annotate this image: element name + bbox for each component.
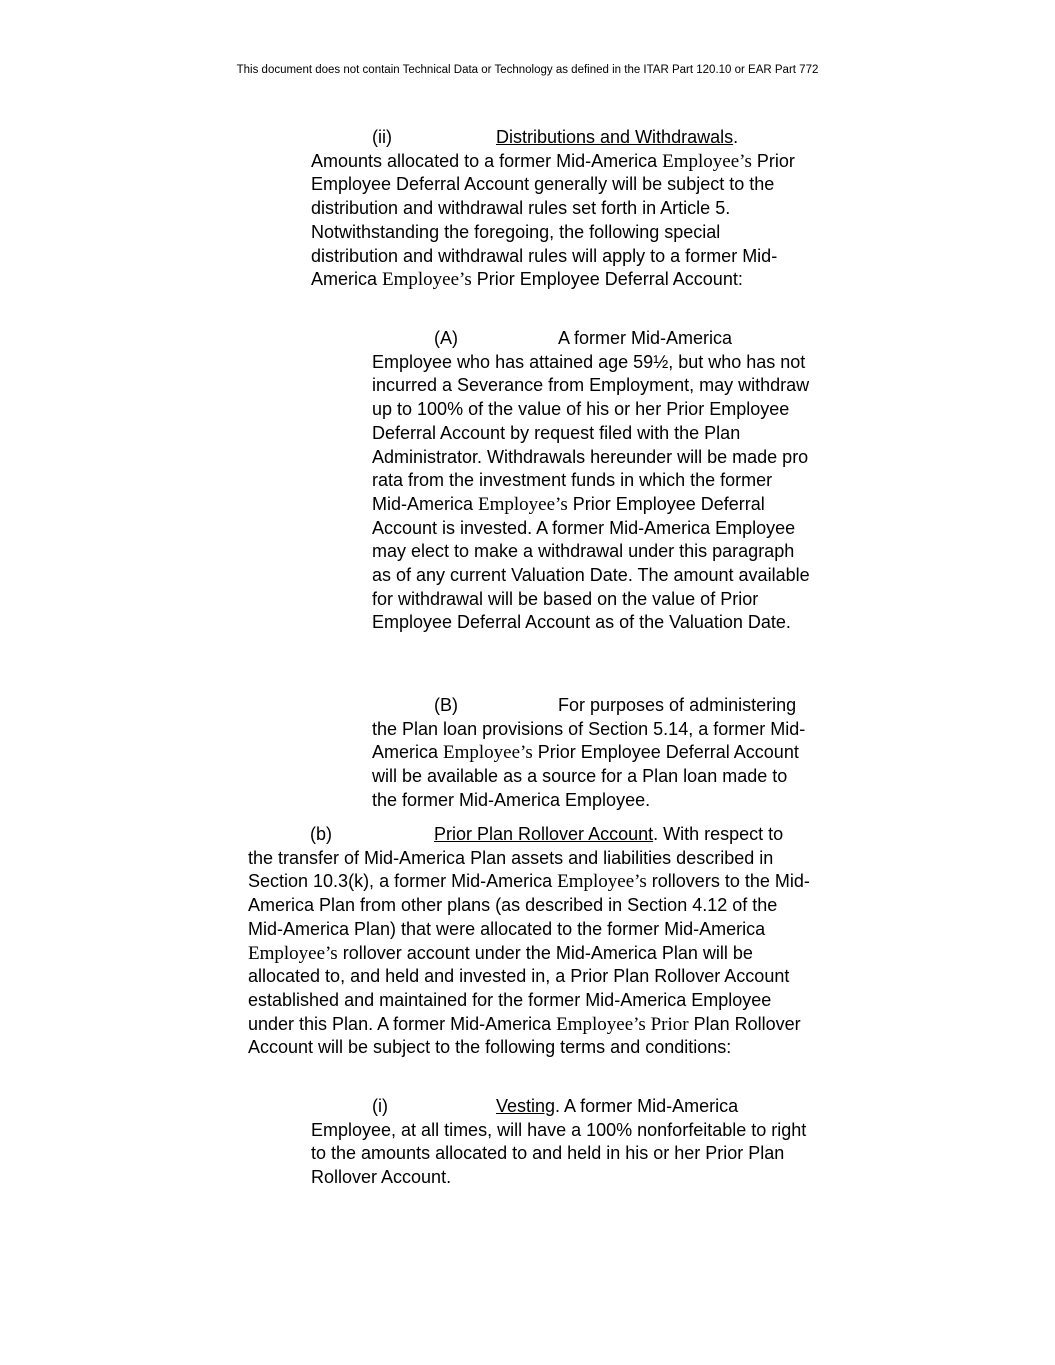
paragraph-text: For purposes of administering the Plan loan provisions of Section 5.14, a former Mid-America xyxy=(372,695,806,763)
paragraph-text: Prior Employee Deferral Account will be available as a source for a Plan loan made to the former Mid-America Employee. xyxy=(372,742,799,810)
paragraph-label: (ii) xyxy=(372,127,392,147)
paragraph-prior-plan-rollover xyxy=(248,823,813,1060)
paragraph-text-serif: Employee’s xyxy=(478,493,568,515)
paragraph-text-serif: Employee’s xyxy=(662,150,752,172)
section-heading: Prior Plan Rollover Account xyxy=(434,824,654,844)
paragraph-text-serif: Employee’s Prior xyxy=(556,1013,689,1035)
export-control-notice: This document does not contain Technical Data or Technology as defined in the ITAR Part 120.10 or EAR Part 772 xyxy=(236,64,819,76)
paragraph-text: Prior Employee Deferral Account: xyxy=(471,269,743,290)
paragraph-distributions-withdrawals xyxy=(311,126,811,292)
paragraph-text: rollover account under the Mid-America Plan will be allocated to, and held and invested in, a Prior Plan Rollover Account established and maintained for the former Mid-America Employee under this Plan. A former Mid-America xyxy=(248,942,790,1034)
paragraph-label: (B) xyxy=(434,695,458,715)
paragraph-text: . With respect to the transfer of Mid-America Plan assets and liabilities described in Section 10.3(k), a former Mid-America xyxy=(248,824,784,892)
paragraph-label: (i) xyxy=(372,1096,388,1116)
paragraph-text: . Amounts allocated to a former Mid-America xyxy=(311,127,739,171)
section-heading: Vesting xyxy=(496,1096,556,1116)
section-heading: Distributions and Withdrawals xyxy=(496,127,734,147)
paragraph-text-serif: Employee’s xyxy=(443,742,533,764)
paragraph-vesting xyxy=(311,1095,811,1190)
paragraph-a-withdrawal xyxy=(372,327,812,635)
paragraph-label: (b) xyxy=(310,824,332,844)
paragraph-text-serif: Employee’s xyxy=(382,269,472,291)
paragraph-text-serif: Employee’s xyxy=(557,871,647,893)
paragraph-text-serif: Employee’s xyxy=(248,942,338,964)
paragraph-text: Prior Employee Deferral Account generally will be subject to the distribution and withdrawal rules set forth in Article 5. Notwithstanding the foregoing, the following special distribution and withdrawal rules will apply to a former Mid-America xyxy=(311,150,795,290)
paragraph-label: (A) xyxy=(434,328,458,348)
paragraph-text: Prior Employee Deferral Account is invested. A former Mid-America Employee may elect to make a withdrawal under this paragraph as of any current Valuation Date. The amount available for withdrawal will be based on the value of Prior Employee Deferral Account as of the Valuation Date. xyxy=(372,493,810,633)
paragraph-text: A former Mid-America Employee who has attained age 59½, but who has not incurred a Severance from Employment, may withdraw up to 100% of the value of his or her Prior Employee Deferral Account by request filed with the Plan Administrator. Withdrawals hereunder will be made pro rata from the investment funds in which the former Mid-America xyxy=(372,328,810,514)
paragraph-text: rollovers to the Mid-America Plan from other plans (as described in Section 4.12 of the Mid-America Plan) that were allocated to the former Mid-America xyxy=(248,871,810,939)
paragraph-text: . A former Mid-America Employee, at all times, will have a 100% nonforfeitable to right to the amounts allocated to and held in his or her Prior Plan Rollover Account. xyxy=(311,1096,807,1188)
paragraph-b-plan-loan xyxy=(372,694,812,813)
paragraph-text: Plan Rollover Account will be subject to the following terms and conditions: xyxy=(248,1013,801,1058)
